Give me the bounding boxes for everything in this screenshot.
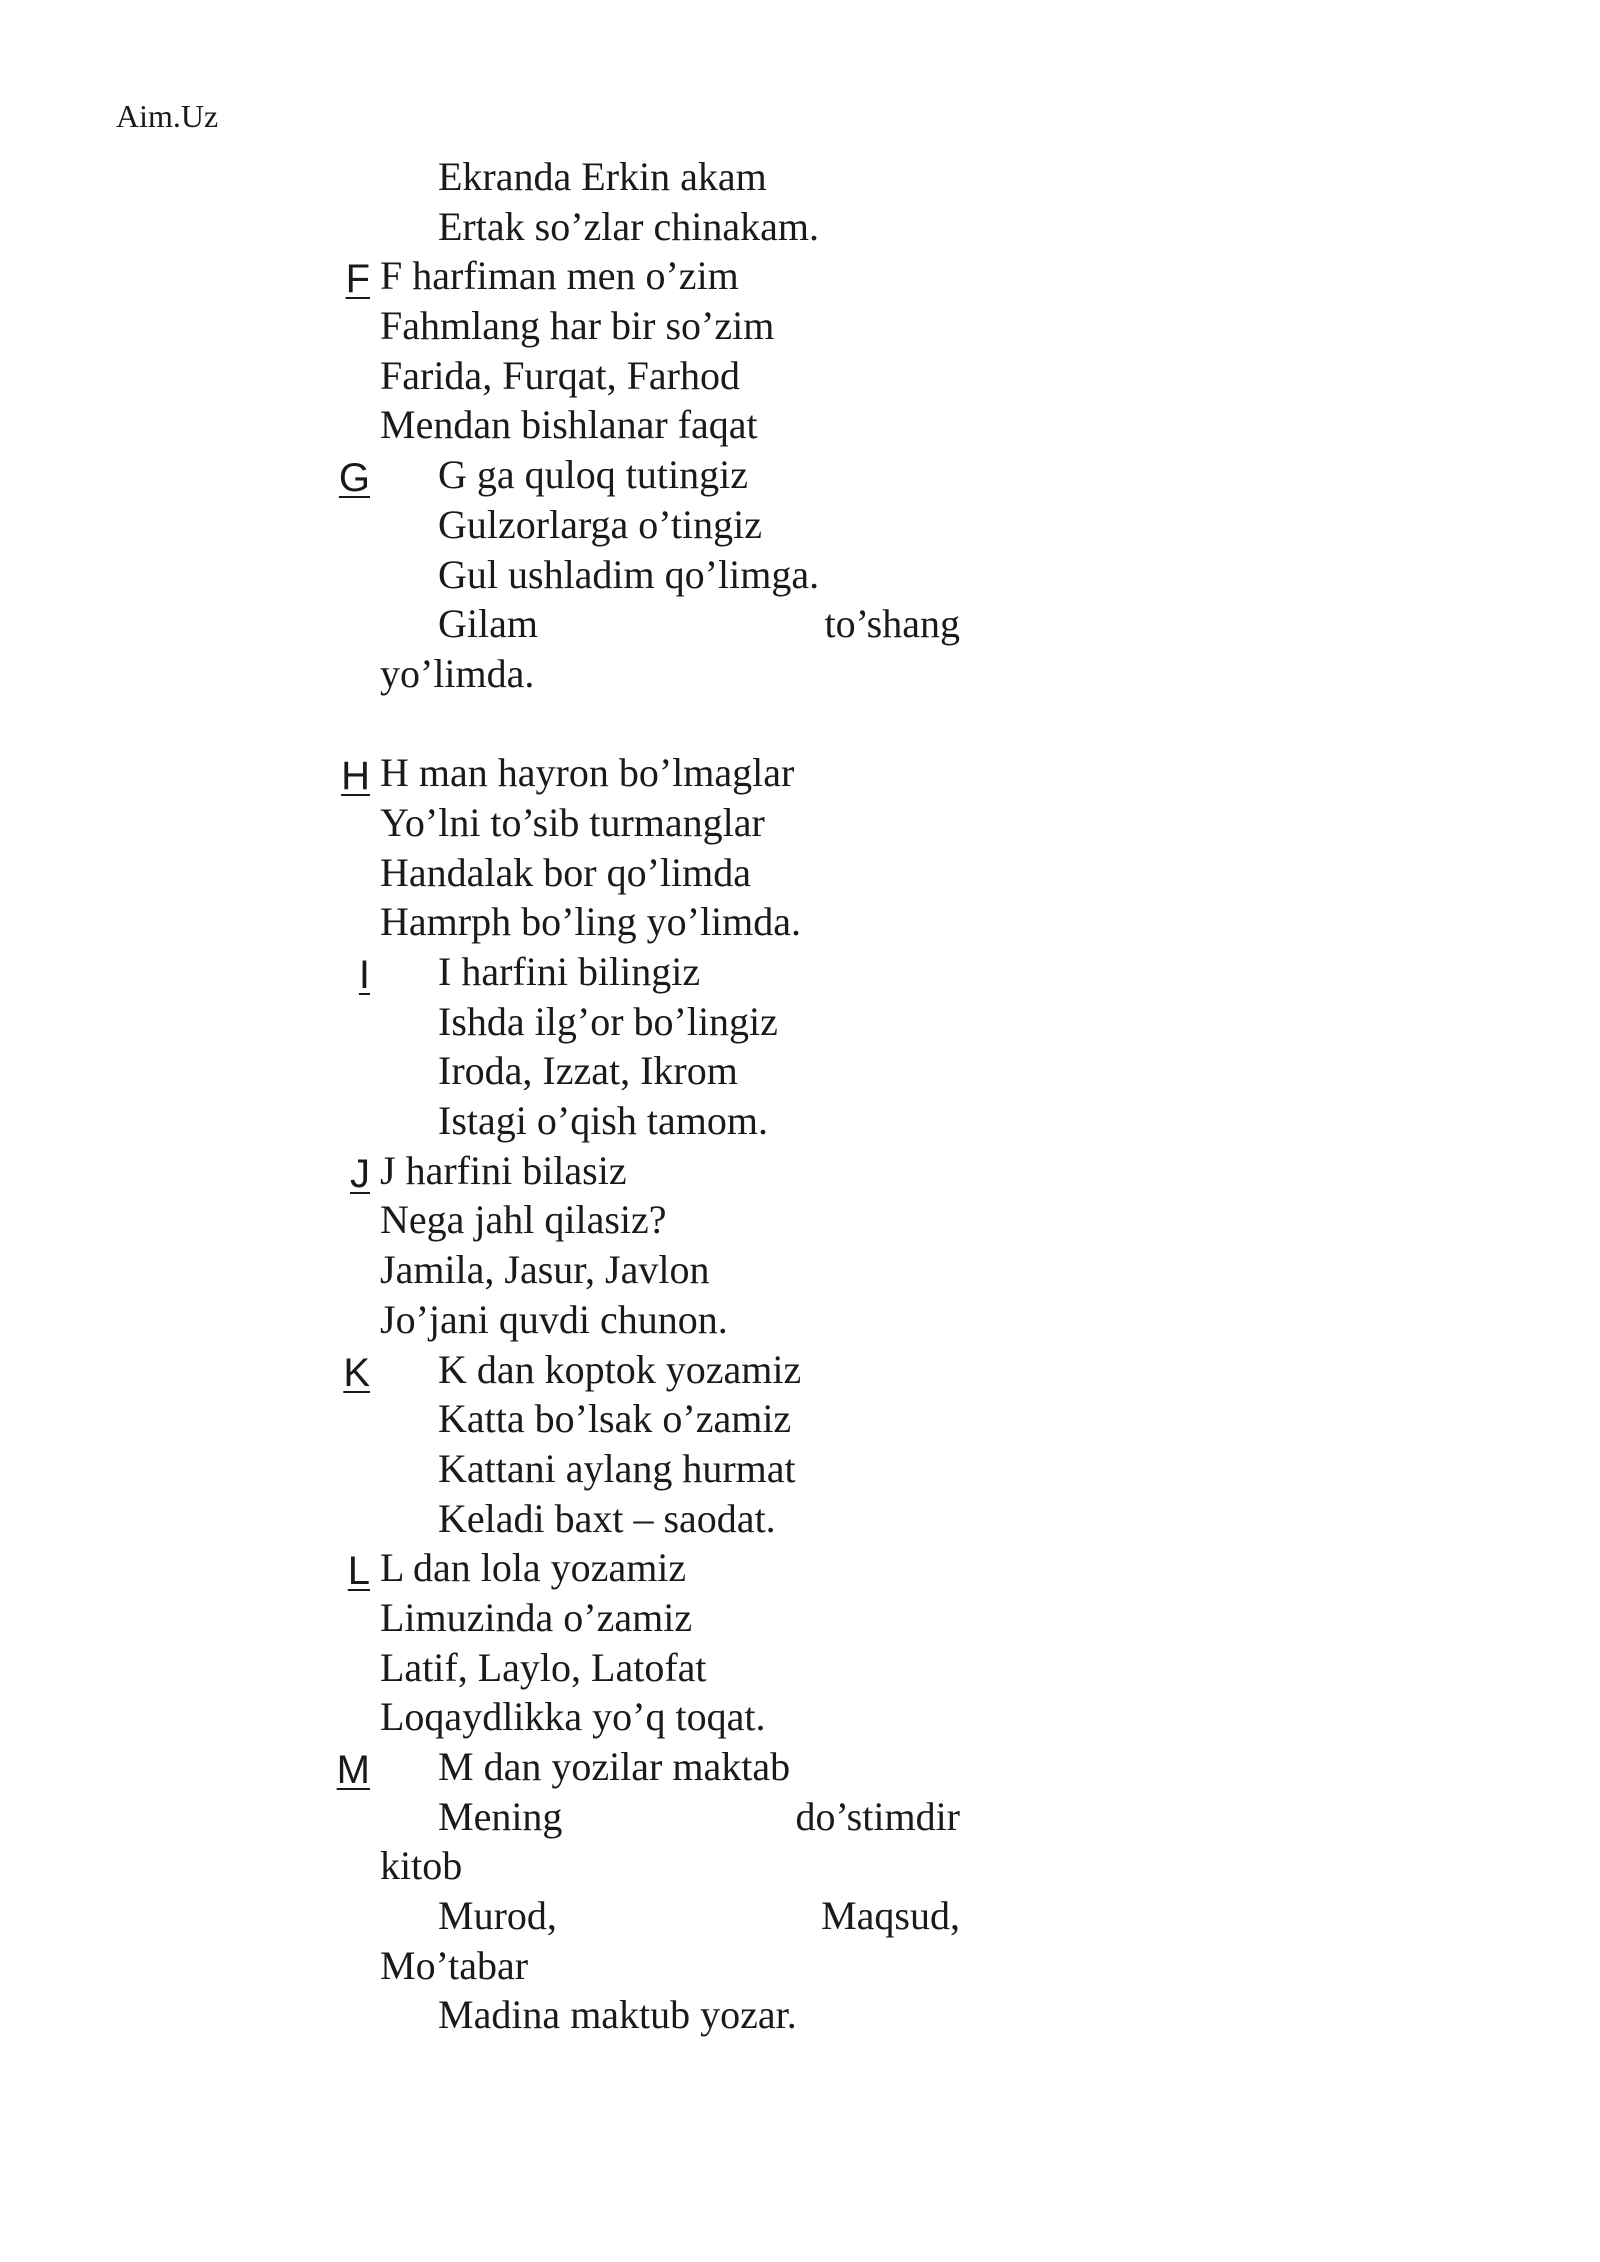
poem-line-text: J harfini bilasiz (380, 1147, 627, 1193)
poem-line: Iroda, Izzat, Ikrom (438, 1048, 738, 1094)
poem-word: Murod, (438, 1893, 557, 1939)
letter-j-heading: J (350, 1151, 370, 1196)
poem (336, 152, 960, 2040)
poem-word: Gilam (438, 601, 538, 647)
poem-line: Gulzorlarga o’tingiz (438, 501, 762, 547)
poem-line-justified (380, 599, 960, 649)
poem-line: Latif, Laylo, Latofat (380, 1644, 707, 1690)
poem-line: yo’limda. (380, 650, 535, 696)
poem-line: Fahmlang har bir so’zim (380, 303, 775, 349)
poem-line-text: K dan koptok yozamiz (438, 1346, 802, 1392)
poem-line-text: H man hayron bo’lmaglar (380, 750, 795, 796)
poem-line: Kattani aylang hurmat (438, 1445, 796, 1491)
poem-line: Jo’jani quvdi chunon. (380, 1296, 728, 1342)
poem-line: Hamrph bo’ling yo’limda. (380, 899, 802, 945)
poem-line-text: L dan lola yozamiz (380, 1545, 687, 1591)
poem-line-text: I harfini bilingiz (438, 949, 701, 994)
poem-line: Keladi baxt – saodat. (438, 1495, 776, 1541)
stanza-gap (380, 699, 960, 749)
page-header: Aim.Uz (116, 98, 219, 134)
poem-word: do’stimdir (795, 1793, 960, 1839)
poem-line: Ertak so’zlar chinakam. (438, 203, 819, 249)
poem-line: Handalak bor qo’limda (380, 849, 751, 895)
poem-line (336, 1742, 960, 1792)
poem-line (358, 947, 960, 997)
poem-line (350, 1146, 960, 1196)
poem-line: Limuzinda o’zamiz (380, 1594, 693, 1640)
letter-h-heading: H (341, 754, 370, 799)
letter-i-heading: I (358, 953, 370, 997)
poem-line-text: G ga quloq tutingiz (438, 452, 748, 498)
poem-line: Mendan bishlanar faqat (380, 402, 758, 448)
poem-line-justified (380, 1891, 960, 1941)
poem-word: to’shang (824, 601, 960, 647)
poem-line (347, 1543, 960, 1594)
letter-g-heading: G (338, 456, 370, 501)
poem-line (345, 251, 960, 302)
poem-line: Loqaydlikka yo’q toqat. (380, 1694, 766, 1740)
poem-line-text: F harfiman men o’zim (380, 253, 739, 299)
letter-f-heading: F (345, 257, 370, 302)
poem-line (341, 748, 960, 799)
poem-line (338, 450, 960, 501)
letter-k-heading: K (343, 1350, 370, 1395)
letter-m-heading: M (336, 1748, 370, 1792)
poem-line: Yo’lni to’sib turmanglar (380, 799, 765, 845)
poem-line: Nega jahl qilasiz? (380, 1197, 667, 1243)
poem-word: Maqsud, (821, 1893, 960, 1939)
poem-line: kitob (380, 1843, 463, 1889)
poem-line: Ishda ilg’or bo’lingiz (438, 998, 778, 1044)
poem-word: Mening (438, 1793, 563, 1839)
poem-line: Jamila, Jasur, Javlon (380, 1247, 710, 1293)
poem-line (343, 1345, 960, 1395)
poem-line: Madina maktub yozar. (438, 1992, 797, 2038)
poem-line: Istagi o’qish tamom. (438, 1098, 768, 1144)
poem-line: Ekranda Erkin akam (438, 154, 767, 199)
poem-line-justified (380, 1792, 960, 1842)
letter-l-heading: L (347, 1549, 370, 1594)
poem-line-text: M dan yozilar maktab (438, 1744, 791, 1789)
poem-line: Farida, Furqat, Farhod (380, 352, 740, 398)
poem-line: Gul ushladim qo’limga. (438, 551, 820, 597)
poem-line: Katta bo’lsak o’zamiz (438, 1396, 792, 1442)
poem-line: Mo’tabar (380, 1942, 529, 1988)
